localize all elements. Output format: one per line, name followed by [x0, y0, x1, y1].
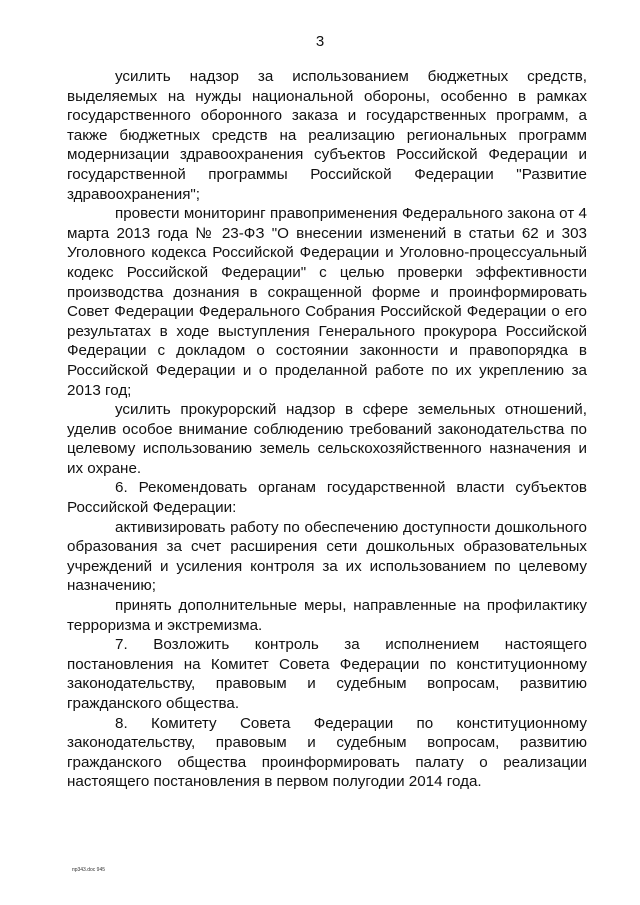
paragraph-law-monitoring: провести мониторинг правоприменения Федерального закона от 4 марта 2013 года № 23-ФЗ "О внесении изменений в статьи 62 и 303 Уголовного кодекса Российской Федерации и Уголовно-процессуальный кодекс Российской Федерации" с целью проверки эффективности производства дознания в сокращенной форме и проинформировать Совет Федерации Федерального Собрания Российской Федерации о его результатах в ходе выступления Генерального прокурора Российской Федерации с докладом о состоянии законности и правопорядка в Российской Федерации и о проделанной работе по их укреплению за 2013 год; [67, 205, 587, 399]
paragraph-item-8: 8. Комитету Совета Федерации по конституционному законодательству, правовым и судебным вопросам, развитию гражданского общества проинформировать палату о реализации настоящего постановления в первом полугодии 2014 года. [67, 714, 587, 791]
document-body [67, 67, 587, 792]
paragraph-item-7: 7. Возложить контроль за исполнением настоящего постановления на Комитет Совета Федерации по конституционному законодательству, правовым и судебным вопросам, развитию гражданского общества. [67, 636, 587, 712]
paragraph-preschool-education: активизировать работу по обеспечению доступности дошкольного образования за счет расширения сети дошкольных образовательных учреждений и усиления контроля за их использованием по целевому назначению; [67, 518, 587, 595]
paragraph-terrorism-prevention: принять дополнительные меры, направленные на профилактику терроризма и экстремизма. [67, 597, 587, 634]
footer-document-code: пр343.doc 945 [72, 867, 106, 873]
page-number: 3 [315, 33, 325, 50]
paragraph-land-supervision: усилить прокурорский надзор в сфере земельных отношений, уделив особое внимание соблюдению требований законодательства по целевому использованию земель сельскохозяйственного назначения и их охране. [67, 401, 587, 477]
paragraph-item-6: 6. Рекомендовать органам государственной власти субъектов Российской Федерации: [67, 479, 587, 517]
paragraph-budget-oversight: усилить надзор за использованием бюджетных средств, выделяемых на нужды национальной обороны, особенно в рамках государственного оборонного заказа и государственных программ, а также бюджетных средств на реализацию региональных программ модернизации здравоохранения субъектов Российской Федерации и государственной программы Российской Федерации "Развитие здравоохранения"; [67, 68, 587, 203]
